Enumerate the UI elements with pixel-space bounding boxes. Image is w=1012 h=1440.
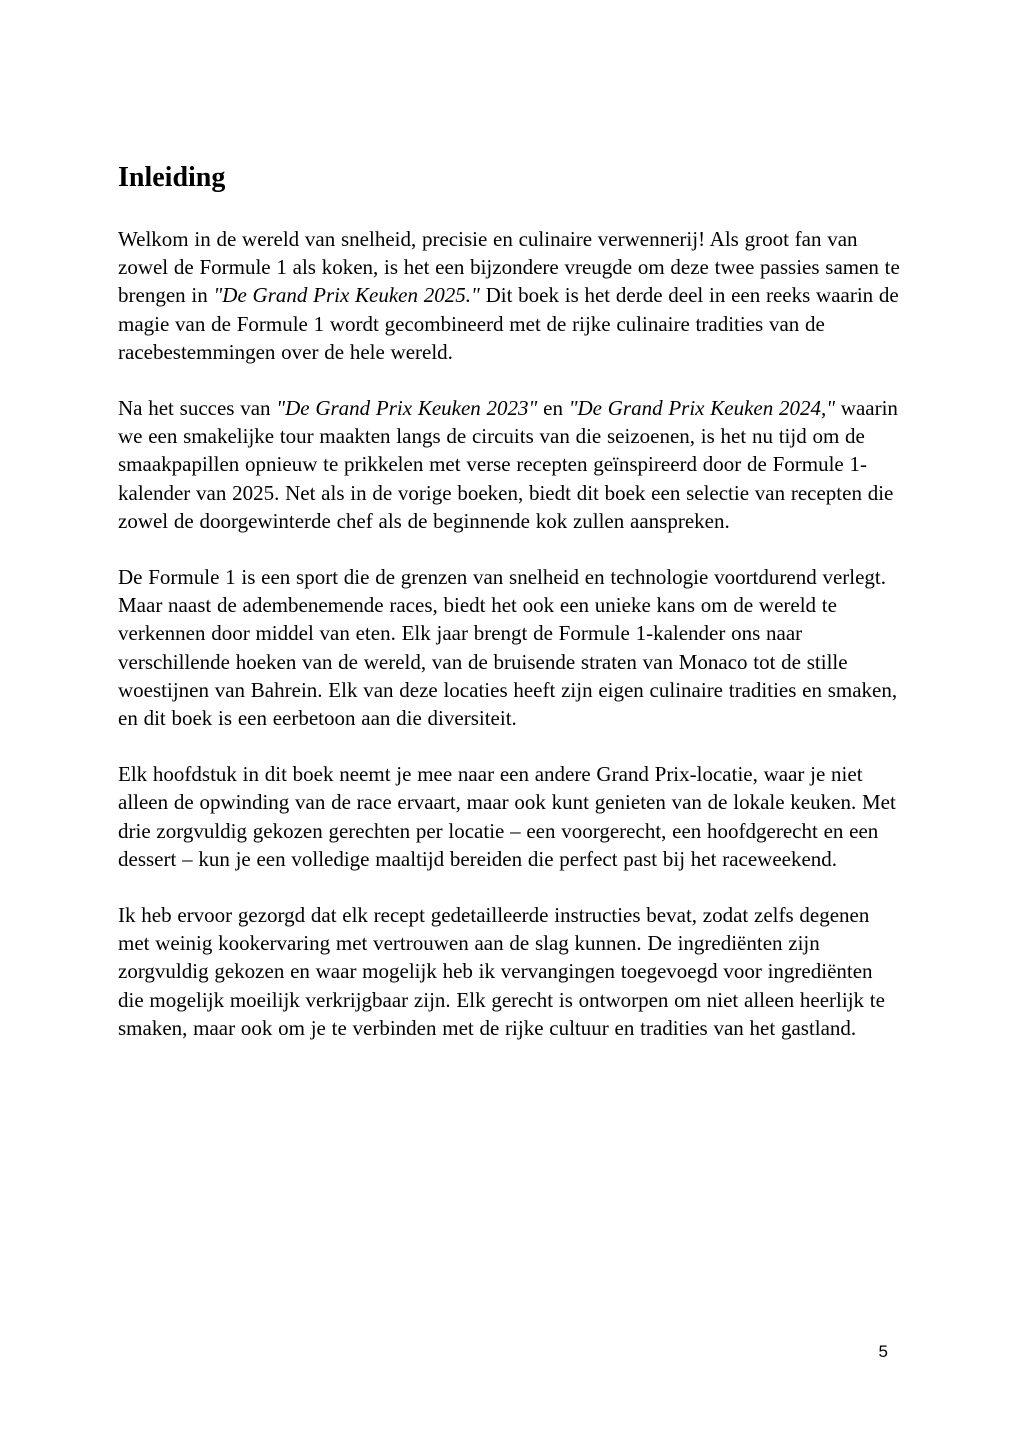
paragraph-text: De Formule 1 is een sport die de grenzen van snelheid en technologie voortdurend verlegt. Maar naast de adembenemende races, biedt het ook een unieke kans om de wereld te verkennen door middel van eten. Elk jaar brengt de Formule 1-kalender ons naar verschillende hoeken van de wereld, van de bruisende straten van Monaco tot de stille woestijnen van Bahrein. Elk van deze locaties heeft zijn eigen culinaire tradities en smaken, en dit boek is een eerbetoon aan die diversiteit. bbox=[118, 565, 898, 731]
paragraph-text: waarin we een smakelijke tour maakten langs de circuits van die seizoenen, is het nu tijd om de smaakpapillen opnieuw te prikkelen met verse recepten geïnspireerd door de Formule 1-kalender van 2025. Net als in de vorige boeken, biedt dit boek een selectie van recepten die zowel de doorgewinterde chef als de beginnende kok zullen aanspreken. bbox=[118, 396, 898, 533]
paragraph-text: Elk hoofdstuk in dit boek neemt je mee naar een andere Grand Prix-locatie, waar je niet alleen de opwinding van de race ervaart, maar ook kunt genieten van de lokale keuken. Met drie zorgvuldig gekozen gerechten per locatie – een voorgerecht, een hoofdgerecht en een dessert – kun je een volledige maaltijd bereiden die perfect past bij het raceweekend. bbox=[118, 762, 896, 871]
paragraph bbox=[118, 563, 900, 732]
paragraph bbox=[118, 225, 900, 366]
paragraph-text: Ik heb ervoor gezorgd dat elk recept gedetailleerde instructies bevat, zodat zelfs degenen met weinig kookervaring met vertrouwen aan de slag kunnen. De ingrediënten zijn zorgvuldig gekozen en waar mogelijk heb ik vervangingen toegevoegd voor ingrediënten die mogelijk moeilijk verkrijgbaar zijn. Elk gerecht is ontworpen om niet alleen heerlijk te smaken, maar ook om je te verbinden met de rijke cultuur en tradities van het gastland. bbox=[118, 903, 885, 1040]
paragraph-text: Dit boek is het derde deel in een reeks waarin de magie van de Formule 1 wordt gecombineerd met de rijke culinaire tradities van de racebestemmingen over de hele wereld. bbox=[118, 283, 899, 364]
body-paragraphs bbox=[118, 225, 900, 1042]
paragraph-text: en bbox=[537, 396, 569, 421]
paragraph-text: Welkom in de wereld van snelheid, precisie en culinaire verwennerij! Als groot fan van zowel de Formule 1 als koken, is het een bijzondere vreugde om deze twee passies samen te brengen in bbox=[118, 227, 900, 308]
book-title-italic: "De Grand Prix Keuken 2025." bbox=[213, 283, 480, 308]
book-title-italic: "De Grand Prix Keuken 2024," bbox=[568, 396, 836, 421]
paragraph-text: Na het succes van bbox=[118, 396, 277, 421]
page-number: 5 bbox=[878, 1342, 888, 1361]
paragraph bbox=[118, 901, 900, 1042]
paragraph bbox=[118, 760, 900, 873]
page-content bbox=[118, 163, 900, 1070]
paragraph bbox=[118, 394, 900, 535]
book-title-italic: "De Grand Prix Keuken 2023" bbox=[276, 396, 538, 421]
page-title: Inleiding bbox=[118, 162, 226, 193]
